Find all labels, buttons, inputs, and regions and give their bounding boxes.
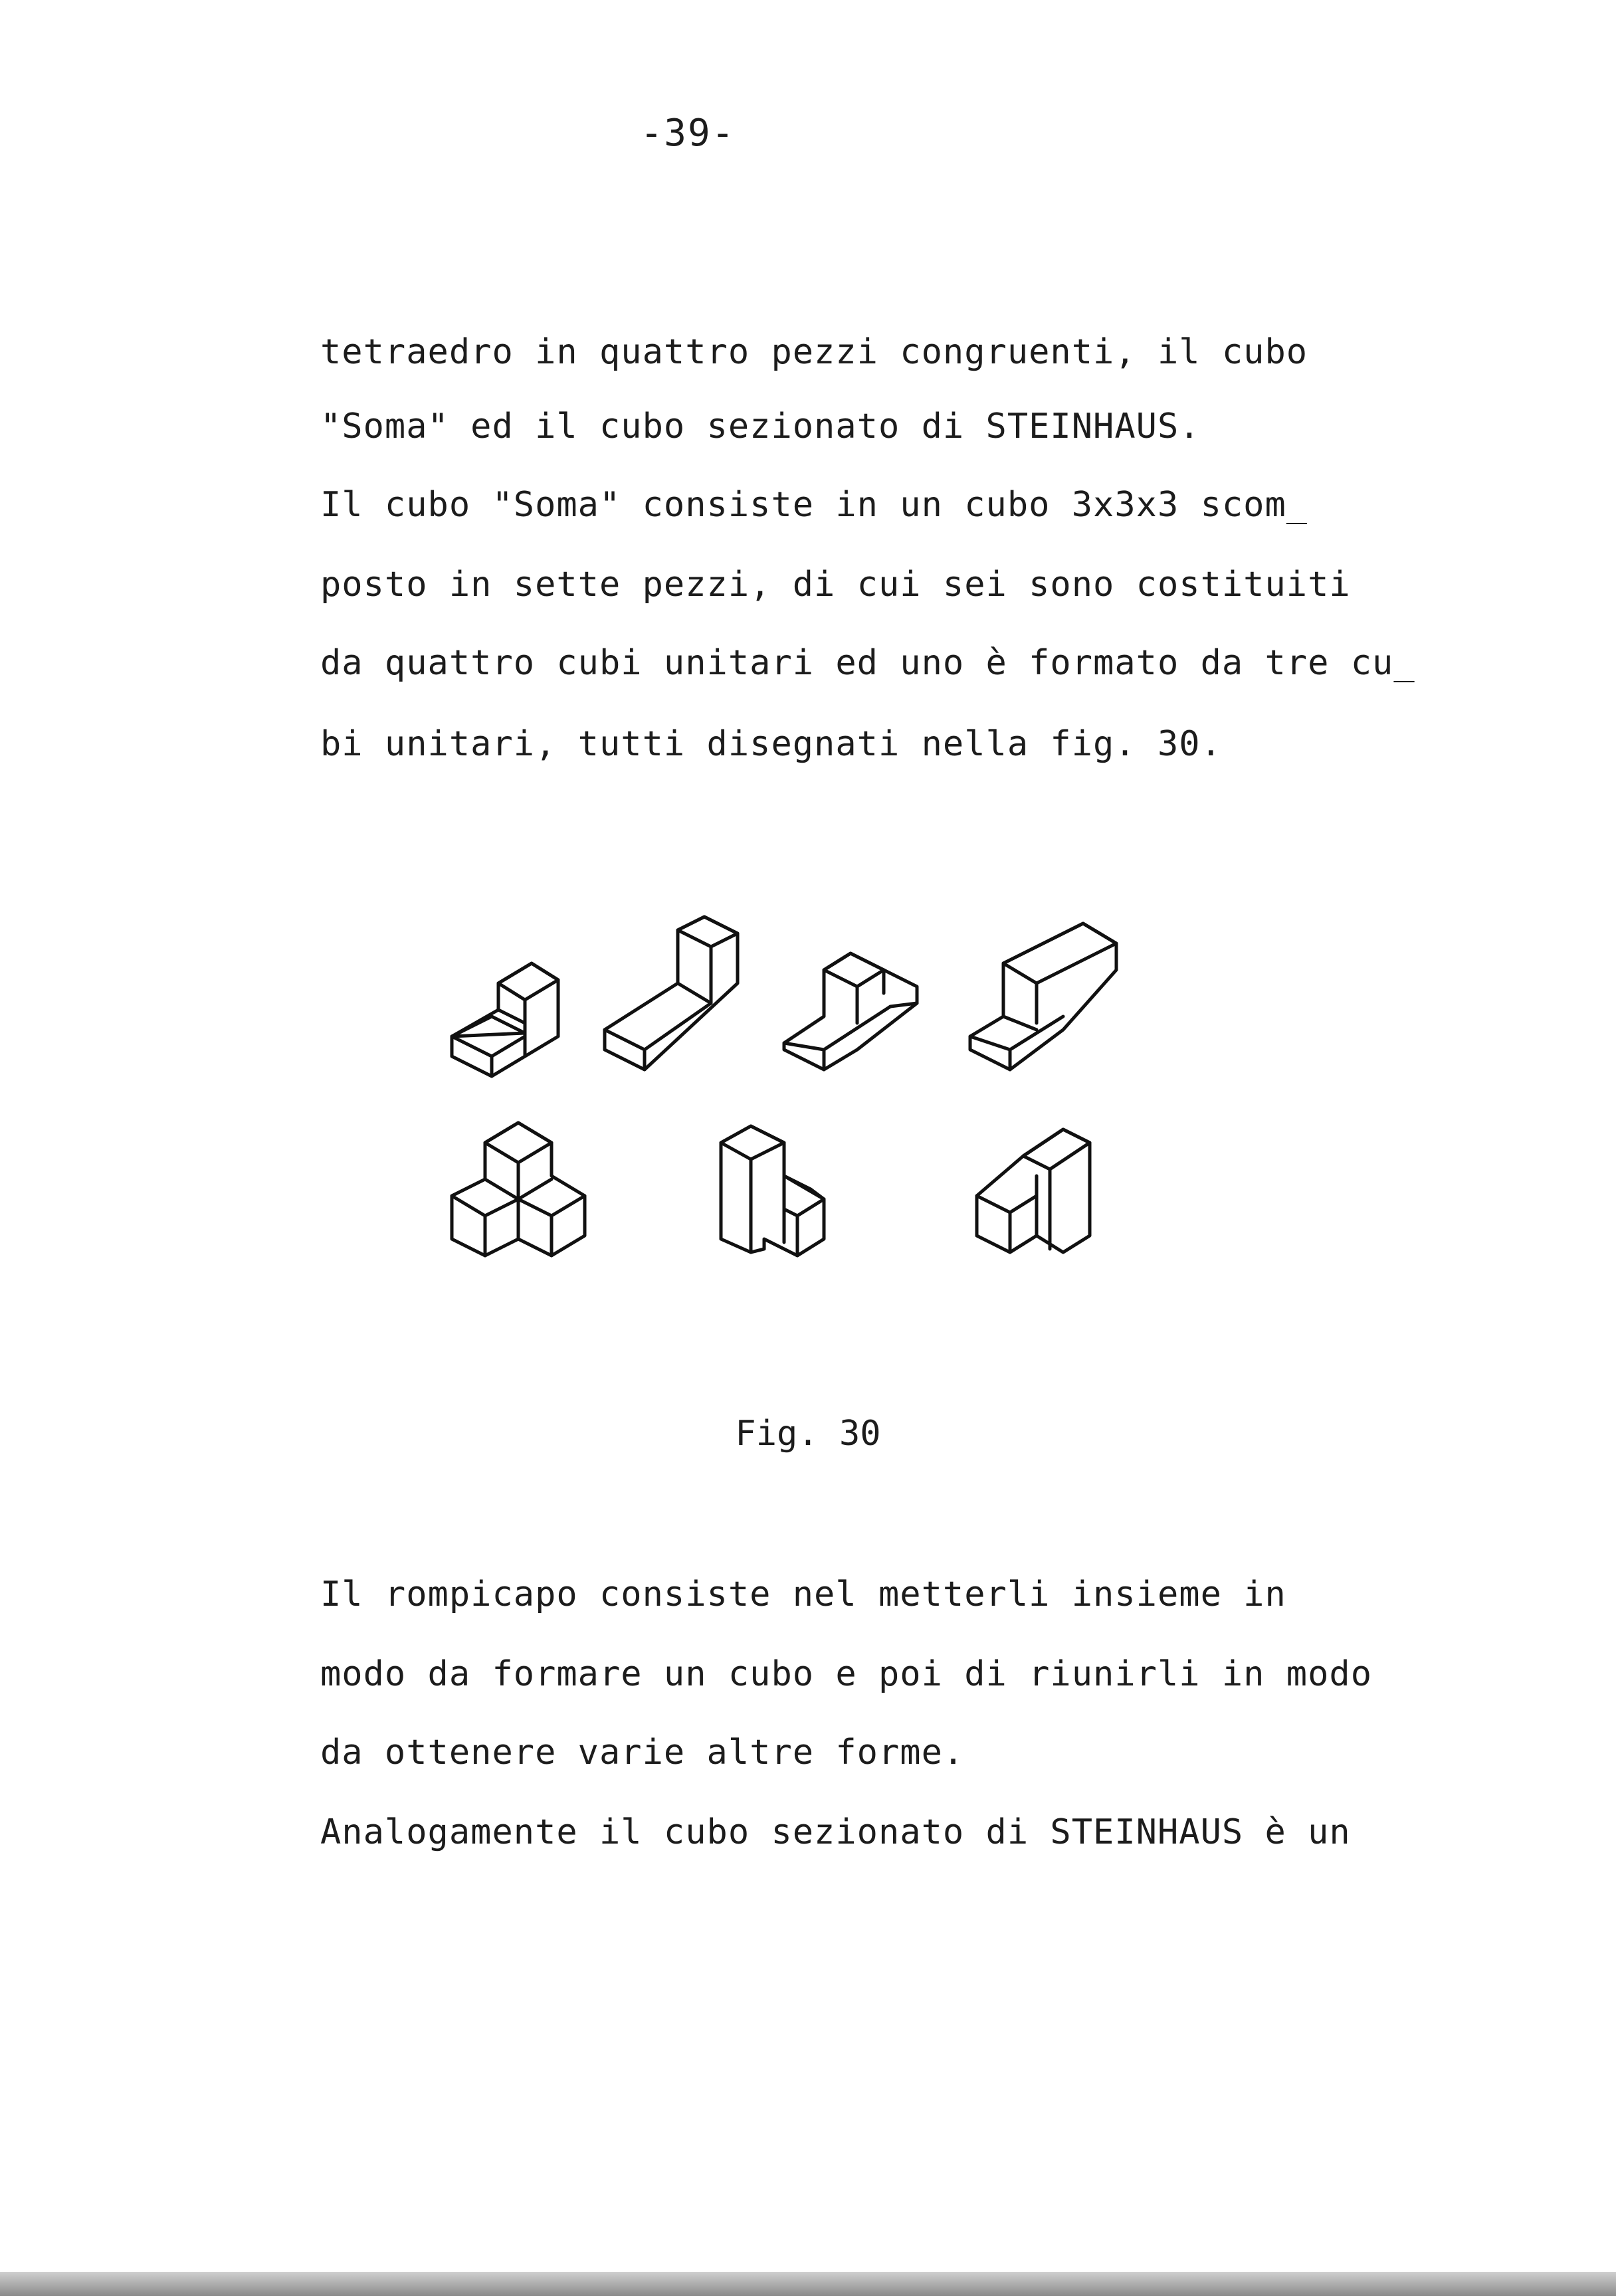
body-text-line: posto in sette pezzi, di cui sei sono costituiti [320, 565, 1351, 605]
page-number: -39- [640, 112, 736, 155]
body-text-line: bi unitari, tutti disegnati nella fig. 30. [320, 724, 1222, 764]
body-text-line: tetraedro in quattro pezzi congruenti, il cubo [320, 332, 1308, 372]
body-text-line: "Soma" ed il cubo sezionato di STEINHAUS. [320, 407, 1201, 446]
scan-bottom-edge [0, 2272, 1616, 2296]
soma-piece-5 [452, 1123, 585, 1256]
body-text-line: Il cubo "Soma" consiste in un cubo 3x3x3 scom_ [320, 485, 1308, 525]
body-text-line: modo da formare un cubo e poi di riunirli in modo [320, 1654, 1373, 1694]
soma-piece-2 [605, 917, 738, 1070]
soma-piece-3 [784, 953, 917, 1070]
body-text-line: Il rompicapo consiste nel metterli insieme in [320, 1575, 1286, 1614]
body-text-line: da quattro cubi unitari ed uno è formato da tre cu_ [320, 643, 1415, 683]
soma-piece-1 [452, 963, 558, 1076]
soma-piece-7 [977, 1129, 1090, 1252]
body-text-line: Analogamente il cubo sezionato di STEINHAUS è un [320, 1812, 1351, 1852]
body-text-line: da ottenere varie altre forme. [320, 1733, 965, 1772]
soma-piece-6 [721, 1126, 824, 1256]
soma-pieces-figure [425, 877, 1183, 1315]
figure-caption: Fig. 30 [735, 1414, 881, 1454]
soma-piece-4 [970, 923, 1116, 1070]
